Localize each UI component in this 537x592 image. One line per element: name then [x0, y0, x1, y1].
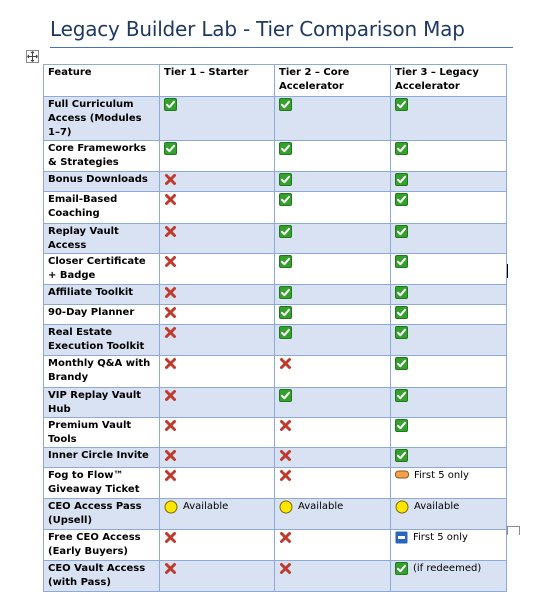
check-icon [279, 389, 292, 407]
tier-cell [160, 141, 275, 172]
check-icon [279, 255, 292, 273]
tier-cell [391, 448, 507, 468]
cross-icon [279, 357, 292, 375]
table-row [44, 418, 507, 448]
tier-cell [275, 141, 391, 172]
tier-cell [391, 224, 507, 254]
orange-pill-icon [395, 469, 409, 485]
feature-name: CEO Access Pass (Upsell) [44, 499, 160, 530]
cross-icon [164, 193, 177, 211]
tier-cell [275, 448, 391, 468]
tier-cell [275, 224, 391, 254]
tier-cell [391, 285, 507, 305]
yellow-circle-icon [395, 500, 409, 519]
table-row [44, 305, 507, 325]
table-row [44, 468, 507, 499]
table-row [44, 254, 507, 285]
tier-cell [275, 285, 391, 305]
feature-name: Email-Based Coaching [44, 192, 160, 224]
cross-icon [279, 469, 292, 487]
tier-cell [275, 388, 391, 418]
feature-name: Affiliate Toolkit [44, 285, 160, 305]
feature-name: Real Estate Execution Toolkit [44, 325, 160, 356]
check-icon [279, 306, 292, 324]
cross-icon [164, 469, 177, 487]
check-icon [395, 98, 408, 116]
tier-cell [391, 325, 507, 356]
cross-icon [279, 419, 292, 437]
cross-icon [164, 389, 177, 407]
feature-name: Closer Certificate + Badge [44, 254, 160, 285]
cross-icon [164, 449, 177, 467]
feature-name: CEO Vault Access (with Pass) [44, 561, 160, 592]
tier-cell [160, 254, 275, 285]
cross-icon [279, 562, 292, 580]
feature-name: 90-Day Planner [44, 305, 160, 325]
table-row [44, 97, 507, 141]
feature-name: Core Frameworks & Strategies [44, 141, 160, 172]
feature-name: Fog to Flow™ Giveaway Ticket [44, 468, 160, 499]
table-row [44, 325, 507, 356]
tier-note: First 5 only [414, 470, 469, 481]
cross-icon [164, 173, 177, 191]
table-move-handle-icon[interactable] [26, 50, 39, 63]
title-underline [50, 47, 513, 48]
check-icon [279, 98, 292, 116]
cross-icon [164, 357, 177, 375]
check-icon [395, 326, 408, 344]
table-header-row [44, 65, 507, 97]
tier-cell [391, 468, 507, 499]
check-icon [395, 449, 408, 467]
tier-cell [160, 388, 275, 418]
tier-cell [391, 172, 507, 192]
check-icon [395, 562, 408, 580]
tier-cell [160, 97, 275, 141]
tier-cell [391, 561, 507, 592]
tier-cell [160, 499, 275, 530]
cross-icon [164, 255, 177, 273]
tier-note: Available [414, 501, 460, 512]
tier-cell [160, 325, 275, 356]
check-icon [395, 419, 408, 437]
tier-cell [391, 254, 507, 285]
tier-cell [275, 418, 391, 448]
feature-name: Full Curriculum Access (Modules 1–7) [44, 97, 160, 141]
table-row [44, 388, 507, 418]
check-icon [279, 173, 292, 191]
table-row [44, 224, 507, 254]
column-header: Tier 3 – Legacy Accelerator [391, 65, 507, 97]
tier-cell [160, 418, 275, 448]
tier-cell [391, 356, 507, 388]
check-icon [279, 286, 292, 304]
table-row [44, 285, 507, 305]
cross-icon [279, 449, 292, 467]
feature-name: Premium Vault Tools [44, 418, 160, 448]
tier-cell [160, 530, 275, 561]
check-icon [395, 389, 408, 407]
cross-icon [164, 225, 177, 243]
tier-cell [391, 305, 507, 325]
tier-cell [391, 97, 507, 141]
column-header: Feature [44, 65, 160, 97]
cross-icon [279, 531, 292, 549]
tier-cell [275, 468, 391, 499]
tier-cell [391, 418, 507, 448]
table-row [44, 356, 507, 388]
tier-note: Available [298, 501, 344, 512]
tier-comparison-table [43, 64, 507, 592]
table-row [44, 499, 507, 530]
column-header: Tier 1 – Starter [160, 65, 275, 97]
table-row [44, 141, 507, 172]
tier-note: Available [183, 501, 229, 512]
cross-icon [164, 306, 177, 324]
tier-cell [160, 561, 275, 592]
feature-name: Replay Vault Access [44, 224, 160, 254]
tier-cell [160, 468, 275, 499]
tier-note: First 5 only [413, 532, 468, 543]
cross-icon [164, 326, 177, 344]
tier-cell [160, 224, 275, 254]
table-row [44, 530, 507, 561]
yellow-circle-icon [164, 500, 178, 519]
tier-cell [391, 499, 507, 530]
tier-cell [275, 172, 391, 192]
check-icon [395, 173, 408, 191]
tier-cell [275, 325, 391, 356]
check-icon [395, 142, 408, 160]
tier-cell [275, 561, 391, 592]
check-icon [279, 142, 292, 160]
tier-cell [160, 285, 275, 305]
cross-icon [164, 562, 177, 580]
check-icon [395, 255, 408, 273]
table-resize-handle[interactable] [507, 526, 520, 535]
tier-cell [391, 388, 507, 418]
check-icon [395, 286, 408, 304]
table-row [44, 192, 507, 224]
check-icon [279, 326, 292, 344]
tier-cell [275, 192, 391, 224]
column-header: Tier 2 – Core Accelerator [275, 65, 391, 97]
tier-cell [160, 172, 275, 192]
feature-name: VIP Replay Vault Hub [44, 388, 160, 418]
check-icon [279, 193, 292, 211]
feature-name: Monthly Q&A with Brandy [44, 356, 160, 388]
feature-name: Inner Circle Invite [44, 448, 160, 468]
check-icon [164, 142, 177, 160]
check-icon [395, 193, 408, 211]
tier-cell [275, 305, 391, 325]
tier-cell [160, 192, 275, 224]
text-cursor [507, 264, 508, 278]
tier-cell [391, 530, 507, 561]
tier-cell [275, 530, 391, 561]
blue-badge-icon [395, 531, 408, 549]
tier-cell [275, 356, 391, 388]
check-icon [395, 225, 408, 243]
check-icon [395, 357, 408, 375]
cross-icon [164, 531, 177, 549]
check-icon [279, 225, 292, 243]
table-row [44, 172, 507, 192]
check-icon [164, 98, 177, 116]
cross-icon [164, 286, 177, 304]
tier-note: (if redeemed) [413, 563, 482, 574]
tier-cell [160, 448, 275, 468]
table-row [44, 561, 507, 592]
tier-cell [391, 141, 507, 172]
feature-name: Bonus Downloads [44, 172, 160, 192]
cross-icon [164, 419, 177, 437]
check-icon [395, 306, 408, 324]
feature-name: Free CEO Access (Early Buyers) [44, 530, 160, 561]
tier-cell [160, 356, 275, 388]
page-title: Legacy Builder Lab - Tier Comparison Map [50, 17, 465, 41]
tier-cell [275, 97, 391, 141]
tier-cell [160, 305, 275, 325]
table-row [44, 448, 507, 468]
yellow-circle-icon [279, 500, 293, 519]
tier-cell [275, 254, 391, 285]
tier-cell [275, 499, 391, 530]
tier-cell [391, 192, 507, 224]
